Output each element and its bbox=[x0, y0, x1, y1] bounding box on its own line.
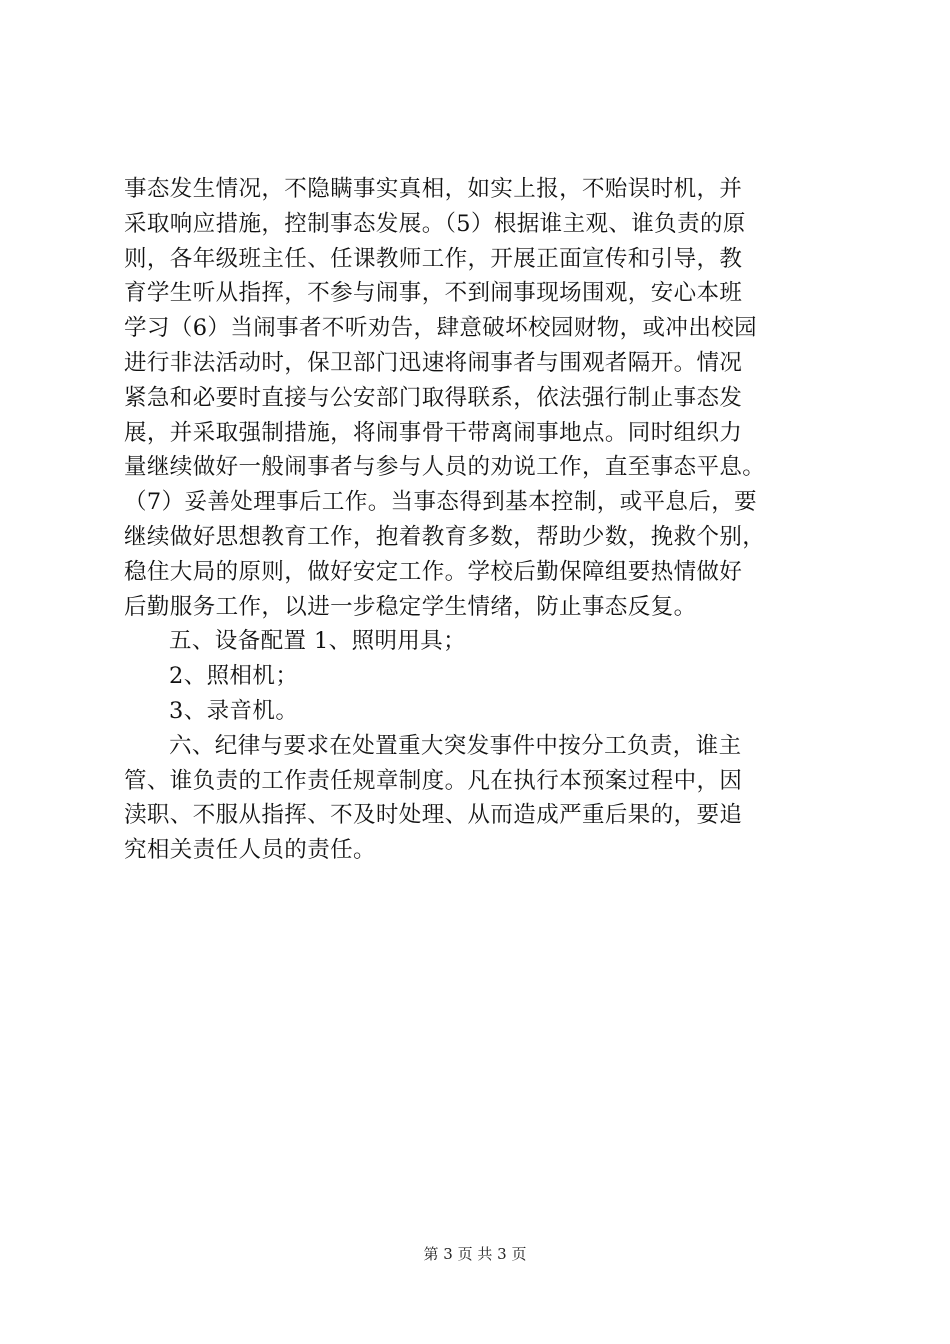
document-body bbox=[124, 172, 834, 868]
text-line: 继续做好思想教育工作，抱着教育多数，帮助少数，挽救个别， bbox=[124, 523, 766, 550]
text-line: 稳住大局的原则，做好安定工作。学校后勤保障组要热情做好 bbox=[124, 558, 743, 585]
text-line: 紧急和必要时直接与公安部门取得联系，依法强行制止事态发 bbox=[124, 384, 743, 411]
text-line: 采取响应措施，控制事态发展。（5）根据谁主观、谁负责的原 bbox=[124, 210, 746, 237]
text-line: 事态发生情况，不隐瞒事实真相，如实上报，不贻误时机，并 bbox=[124, 176, 743, 202]
text-line: 进行非法活动时，保卫部门迅速将闹事者与围观者隔开。情况 bbox=[124, 349, 743, 376]
text-line: 后勤服务工作，以进一步稳定学生情绪，防止事态反复。 bbox=[124, 593, 697, 620]
text-line: 管、谁负责的工作责任规章制度。凡在执行本预案过程中，因 bbox=[124, 767, 743, 794]
text-line: 育学生听从指挥，不参与闹事，不到闹事现场围观，安心本班 bbox=[124, 280, 743, 307]
list-item: 3、录音机。 bbox=[169, 697, 299, 724]
section-heading-discipline: 六、纪律与要求在处置重大突发事件中按分工负责，谁主 bbox=[169, 732, 742, 759]
text-line: （7）妥善处理事后工作。当事态得到基本控制，或平息后，要 bbox=[124, 489, 758, 516]
section-heading-equipment: 五、设备配置 1、照明用具； bbox=[169, 628, 467, 655]
text-line: 究相关责任人员的责任。 bbox=[124, 837, 376, 864]
list-item: 2、照相机； bbox=[169, 663, 299, 690]
text-line: 则，各年级班主任、任课教师工作，开展正面宣传和引导，教 bbox=[124, 245, 743, 272]
text-line: 展，并采取强制措施，将闹事骨干带离闹事地点。同时组织力 bbox=[124, 419, 743, 446]
text-line: 渎职、不服从指挥、不及时处理、从而造成严重后果的，要追 bbox=[124, 802, 743, 829]
text-line: 量继续做好一般闹事者与参与人员的劝说工作，直至事态平息。 bbox=[124, 454, 766, 481]
page-number-footer: 第 3 页 共 3 页 bbox=[423, 1245, 527, 1263]
text-line: 学习（6）当闹事者不听劝告，肆意破坏校园财物，或冲出校园 bbox=[124, 315, 758, 342]
